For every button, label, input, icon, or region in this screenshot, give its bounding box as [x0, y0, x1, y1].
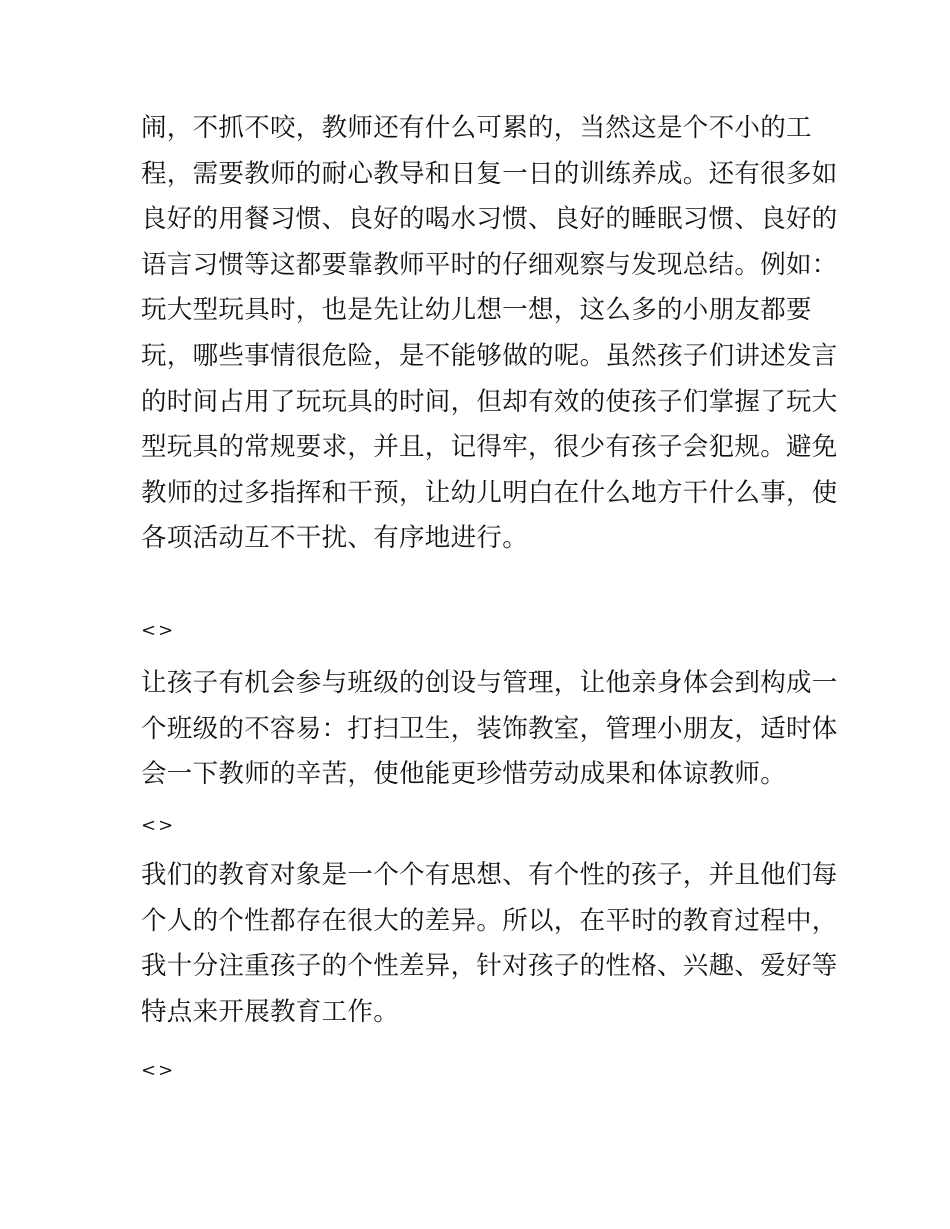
paragraph-line: 良好的用餐习惯、良好的喝水习惯、良好的睡眠习惯、良好的 [141, 204, 838, 235]
paragraph-line: 让孩子有机会参与班级的创设与管理，让他亲身体会到构成一 [141, 668, 838, 698]
paragraph-line: 程，需要教师的耐心教导和日复一日的训练养成。还有很多如 [141, 158, 838, 189]
paragraph-1 [141, 106, 838, 562]
paragraph-line: 的时间占用了玩玩具的时间，但却有效的使孩子们掌握了玩大 [141, 386, 838, 417]
paragraph-line: 玩大型玩具时，也是先让幼儿想一想，这么多的小朋友都要 [141, 295, 812, 326]
paragraph-line: 特点来开展教育工作。 [141, 996, 400, 1027]
paragraph-3 [141, 853, 838, 1035]
section-separator: <> [141, 1060, 176, 1081]
paragraph-line: 个人的个性都存在很大的差异。所以，在平时的教育过程中， [141, 905, 838, 936]
section-separator: <> [141, 815, 176, 836]
paragraph-line: 玩，哪些事情很危险，是不能够做的呢。虽然孩子们讲述发言 [141, 340, 838, 371]
paragraph-line: 个班级的不容易：打扫卫生，装饰教室，管理小朋友，适时体 [141, 713, 838, 744]
paragraph-line: 各项活动互不干扰、有序地进行。 [141, 523, 529, 554]
paragraph-line: 型玩具的常规要求，并且，记得牢，很少有孩子会犯规。避免 [141, 432, 838, 463]
section-separator: <> [141, 620, 176, 641]
paragraph-line: 语言习惯等这都要靠教师平时的仔细观察与发现总结。例如： [141, 249, 838, 280]
paragraph-line: 教师的过多指挥和干预，让幼儿明白在什么地方干什么事，使 [141, 477, 838, 508]
paragraph-line: 会一下教师的辛苦，使他能更珍惜劳动成果和体谅教师。 [141, 759, 787, 790]
paragraph-line: 我们的教育对象是一个个有思想、有个性的孩子，并且他们每 [141, 860, 838, 890]
paragraph-2 [141, 661, 838, 798]
paragraph-line: 我十分注重孩子的个性差异，针对孩子的性格、兴趣、爱好等 [141, 951, 838, 982]
paragraph-line: 闹，不抓不咬，教师还有什么可累的，当然这是个不小的工 [141, 113, 812, 143]
